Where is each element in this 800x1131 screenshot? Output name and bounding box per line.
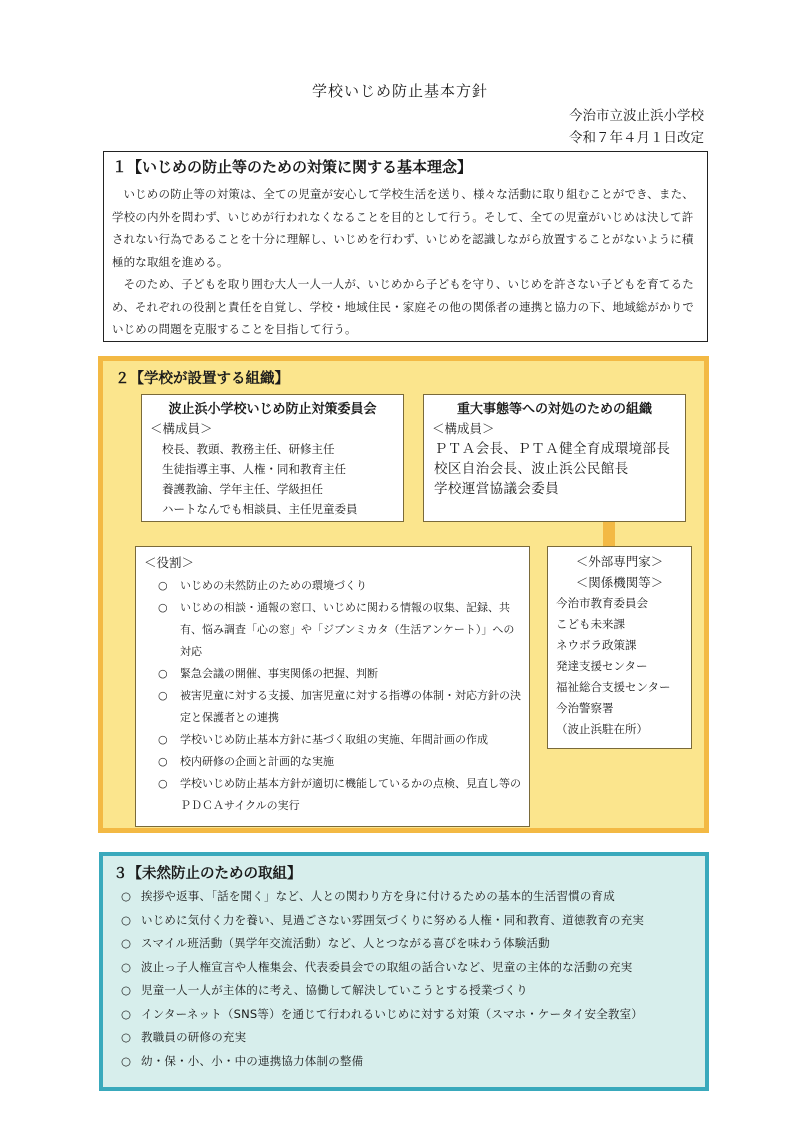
- role-item: ○ 学校いじめ防止基本方針に基づく取組の実施、年間計画の作成: [144, 729, 521, 751]
- serious-member: 校区自治会長、波止浜公民館長: [434, 461, 629, 477]
- agency-item: 今治警察署: [556, 701, 614, 715]
- agency-item: こども未来課: [556, 617, 625, 631]
- role-item: ○ いじめの未然防止のための環境づくり: [144, 575, 521, 597]
- school-name: 今治市立波止浜小学校: [569, 108, 704, 124]
- serious-incident-title: 重大事態等への対処のための組織: [456, 402, 652, 417]
- prevention-item: ○ 児童一人一人が主体的に考え、協働して解決していこうとする授業づくり: [113, 979, 695, 1003]
- role-item: ○ 緊急会議の開催、事実関係の把握、判断: [144, 663, 521, 685]
- circle-bullet-icon: ○: [121, 1030, 132, 1044]
- circle-bullet-icon: ○: [121, 983, 132, 997]
- agency-item: 発達支援センター: [556, 659, 648, 673]
- circle-bullet-icon: ○: [121, 912, 132, 927]
- agency-item: ネウボラ政策課: [556, 638, 637, 652]
- section-prevention: [99, 852, 709, 1091]
- revision-date: 令和７年４月１日改定: [569, 130, 704, 146]
- section-organizations: [98, 356, 709, 833]
- principle-paragraph: いじめの防止等の対策は、全ての児童が安心して学校生活を送り、様々な活動に取り組むことができ、また、学校の内外を問わず、いじめが行われなくなることを目的として行う。そして、全ての児童がいじめは決して許されない行為であることを十分に理解し、いじめを行わず、いじめを認識しながら放置することがないように積極的な取組を進める。: [112, 187, 694, 269]
- circle-bullet-icon: ○: [158, 733, 168, 746]
- circle-bullet-icon: ○: [121, 1053, 132, 1068]
- roles-box: [135, 546, 530, 827]
- circle-bullet-icon: ○: [158, 777, 168, 790]
- committee-member: 生徒指導主事、人権・同和教育主任: [162, 462, 346, 476]
- prevention-item: ○ 挨拶や返事、「話を聞く」など、人との関わり方を身に付けるための基本的生活習慣の育成: [113, 885, 695, 909]
- circle-bullet-icon: ○: [158, 755, 168, 768]
- circle-bullet-icon: ○: [158, 667, 168, 680]
- agency-item: 福祉総合支援センター: [556, 680, 671, 694]
- committee-member: 校長、教頭、教務主任、研修主任: [162, 442, 335, 456]
- section2-heading: ２【学校が設置する組織】: [115, 371, 289, 387]
- prevention-item: ○ 波止っ子人権宣言や人権集会、代表委員会での取組の話合いなど、児童の主体的な活動の充実: [113, 956, 695, 980]
- serious-incident-box: [423, 394, 686, 522]
- prevention-item: ○ スマイル班活動（異学年交流活動）など、人とつながる喜びを味わう体験活動: [113, 932, 695, 956]
- document-title: 学校いじめ防止基本方針: [311, 82, 488, 100]
- agency-item: （波止浜駐在所）: [556, 722, 648, 736]
- circle-bullet-icon: ○: [121, 889, 132, 903]
- prevention-item: ○ インターネット（SNS等）を通じて行われるいじめに対する対策（スマホ・ケータイ安全教室）: [113, 1003, 695, 1027]
- section3-heading: ３【未然防止のための取組】: [113, 866, 302, 882]
- circle-bullet-icon: ○: [158, 579, 168, 592]
- role-item: ○ 校内研修の企画と計画的な実施: [144, 751, 521, 773]
- role-item: ○ 被害児童に対する支援、加害児童に対する指導の体制・対応方針の決定と保護者との連携: [144, 685, 521, 729]
- committee-title: 波止浜小学校いじめ防止対策委員会: [168, 402, 377, 417]
- external-agencies-box: [547, 546, 692, 749]
- external-experts-title: ＜外部専門家＞: [575, 554, 664, 569]
- circle-bullet-icon: ○: [121, 959, 132, 974]
- committee-member: 養護教諭、学年主任、学級担任: [162, 482, 323, 496]
- prevention-item: ○ いじめに気付く力を養い、見過ごさない雰囲気づくりに努める人権・同和教育、道徳教育の充実: [113, 909, 695, 933]
- prevention-item: ○ 教職員の研修の充実: [113, 1026, 695, 1050]
- serious-member: ＰＴＡ会長、ＰＴＡ健全育成環境部長: [434, 441, 671, 457]
- committee-members-label: ＜構成員＞: [150, 421, 213, 436]
- prevention-item: ○ 幼・保・小、小・中の連携協力体制の整備: [113, 1050, 695, 1074]
- circle-bullet-icon: ○: [121, 1006, 132, 1021]
- agency-item: 今治市教育委員会: [556, 596, 648, 610]
- related-agencies-title: ＜関係機関等＞: [575, 575, 664, 590]
- roles-title: ＜役割＞: [144, 555, 195, 570]
- circle-bullet-icon: ○: [121, 936, 132, 950]
- circle-bullet-icon: ○: [158, 601, 168, 614]
- section1-heading: １【いじめの防止等のための対策に関する基本理念】: [112, 158, 473, 176]
- committee-box: [141, 394, 404, 522]
- role-item: ○ 学校いじめ防止基本方針が適切に機能しているかの点検、見直し等のＰＤＣＡサイクルの実行: [144, 773, 521, 817]
- role-item: ○ いじめの相談・通報の窓口、いじめに関わる情報の収集、記録、共有、悩み調査「心の窓」や「ジブンミカタ（生活アンケート）」への対応: [144, 597, 521, 663]
- serious-member: 学校運営協議会委員: [434, 481, 560, 497]
- committee-member: ハートなんでも相談員、主任児童委員: [162, 502, 358, 516]
- section-basic-principles: [103, 151, 708, 342]
- principle-paragraph: そのため、子どもを取り囲む大人一人一人が、いじめから子どもを守り、いじめを許さない子どもを育てるため、それぞれの役割と責任を自覚し、学校・地域住民・家庭その他の関係者の連携と協力の下、地域総がかりでいじめの問題を克服することを目指して行う。: [112, 277, 695, 336]
- circle-bullet-icon: ○: [158, 689, 168, 702]
- serious-members-label: ＜構成員＞: [432, 421, 495, 436]
